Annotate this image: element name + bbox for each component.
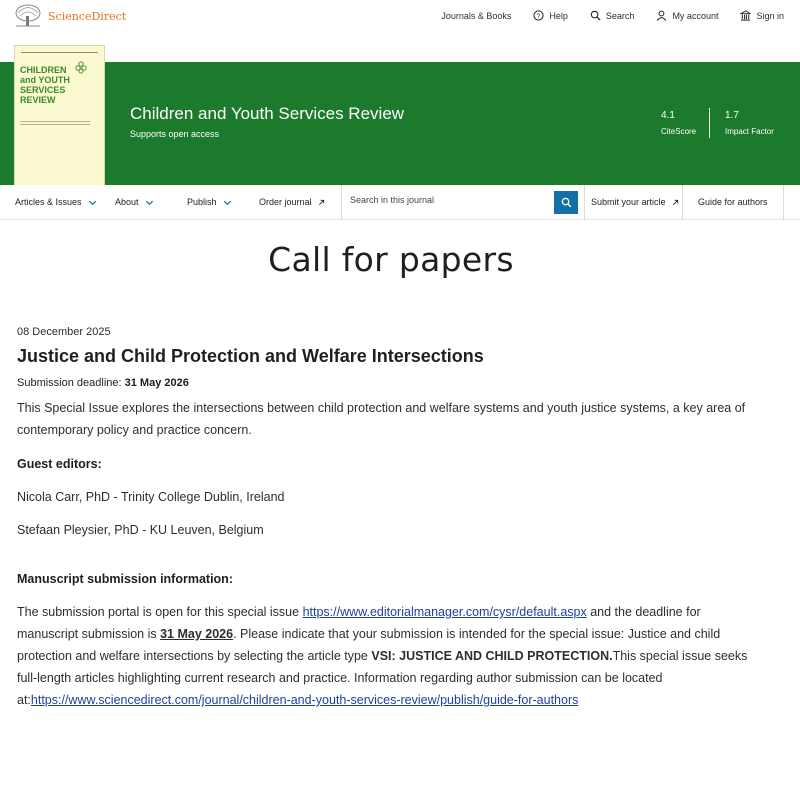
impact-factor-metric[interactable]	[725, 110, 774, 136]
svg-text:?: ?	[537, 12, 541, 20]
citescore-metric[interactable]	[661, 110, 696, 136]
cover-rule	[21, 52, 98, 55]
manuscript-info-body	[17, 601, 757, 711]
search-label: Search	[605, 10, 635, 21]
deadline-label: Submission deadline:	[17, 377, 122, 389]
articles-issues-label: Articles & Issues	[15, 197, 82, 207]
nav-divider	[682, 185, 683, 220]
search-icon	[561, 197, 572, 208]
body-text-4: This special issue seeks full-length articles highlighting current research and practice. Information regarding author submission can be located at:	[17, 649, 748, 707]
issue-description: This Special Issue explores the intersections between child protection and welfare systems and youth justice systems, a key area of contemporary policy and practice concern.	[17, 401, 746, 437]
external-link-icon	[672, 199, 679, 206]
nav-divider	[783, 185, 784, 220]
chevron-down-icon	[145, 198, 154, 207]
institution-icon	[740, 10, 751, 21]
chevron-down-icon	[88, 198, 97, 207]
article-type: VSI: JUSTICE AND CHILD PROTECTION.	[371, 649, 613, 663]
impact-factor-label: Impact Factor	[725, 127, 774, 136]
journal-search-button[interactable]	[554, 191, 578, 214]
journal-search	[341, 185, 577, 220]
impact-factor-value: 1.7	[725, 110, 739, 121]
about-menu[interactable]	[115, 197, 154, 207]
publish-label: Publish	[187, 197, 217, 207]
cover-subtitle-rule	[20, 121, 90, 125]
journals-books-label: Journals & Books	[441, 10, 512, 21]
my-account-link[interactable]	[656, 10, 718, 21]
open-access-label: Supports open access	[130, 129, 220, 139]
search-link[interactable]	[590, 10, 635, 21]
metric-divider	[709, 108, 710, 138]
help-icon	[533, 10, 544, 21]
submission-deadline	[17, 377, 757, 389]
body-text-1: The submission portal is open for this special issue	[17, 605, 303, 619]
guide-for-authors-link[interactable]	[698, 197, 768, 207]
my-account-label: My account	[672, 10, 719, 21]
articles-issues-menu[interactable]	[15, 197, 97, 207]
logo-text: ScienceDirect	[48, 9, 127, 23]
top-bar	[0, 0, 800, 62]
submit-article-link[interactable]	[591, 197, 679, 207]
publish-date: 08 December 2025	[17, 326, 111, 338]
article-title: Justice and Child Protection and Welfare Intersections	[17, 346, 484, 366]
cover-emblem-icon	[74, 60, 88, 74]
journal-banner	[0, 62, 800, 185]
submit-article-label: Submit your article	[591, 197, 666, 207]
guest-editors-heading: Guest editors:	[17, 457, 102, 471]
citescore-label: CiteScore	[661, 127, 697, 136]
editorial-manager-link[interactable]: https://www.editorialmanager.com/cysr/default.aspx	[302, 605, 587, 619]
about-label: About	[115, 197, 139, 207]
elsevier-tree-icon	[14, 4, 42, 28]
help-link[interactable]	[533, 10, 568, 21]
journal-title[interactable]: Children and Youth Services Review	[130, 104, 405, 123]
manuscript-info-heading: Manuscript submission information:	[17, 572, 233, 586]
journals-books-link[interactable]	[441, 11, 511, 21]
guide-for-authors-url[interactable]: https://www.sciencedirect.com/journal/children-and-youth-services-review/publish/guide-for-authors	[30, 693, 579, 707]
citescore-value: 4.1	[661, 110, 675, 121]
body-text-2: and the deadline for manuscript submission is	[17, 605, 701, 641]
publish-menu[interactable]	[187, 197, 232, 207]
guest-editor-2: Stefaan Pleysier, PhD - KU Leuven, Belgium	[17, 523, 264, 537]
order-journal-label: Order journal	[259, 197, 312, 207]
search-icon	[590, 10, 601, 21]
body-deadline: 31 May 2026	[160, 627, 234, 641]
body-text-3: . Please indicate that your submission is intended for the special issue: Justice and child protection and welfare intersections by selecting the article type	[17, 627, 721, 663]
deadline-value: 31 May 2026	[124, 377, 189, 389]
external-link-icon	[318, 199, 325, 206]
user-icon	[656, 10, 667, 21]
journal-cover-image[interactable]	[14, 45, 105, 195]
nav-divider	[584, 185, 585, 220]
sign-in-label: Sign in	[756, 10, 784, 21]
guest-editor-1: Nicola Carr, PhD - Trinity College Dublin, Ireland	[17, 490, 285, 504]
top-nav	[419, 10, 784, 21]
journal-search-input[interactable]	[350, 195, 550, 205]
sciencedirect-logo[interactable]	[14, 4, 126, 28]
help-label: Help	[549, 10, 568, 21]
journal-nav	[0, 185, 800, 220]
call-for-papers-article	[17, 326, 757, 711]
cover-title: CHILDREN and YOUTH SERVICES REVIEW	[20, 65, 70, 105]
sign-in-link[interactable]	[740, 10, 784, 21]
page-title: Call for papers	[268, 240, 514, 279]
chevron-down-icon	[223, 198, 232, 207]
order-journal-link[interactable]	[259, 197, 325, 207]
guide-for-authors-label: Guide for authors	[698, 197, 768, 207]
